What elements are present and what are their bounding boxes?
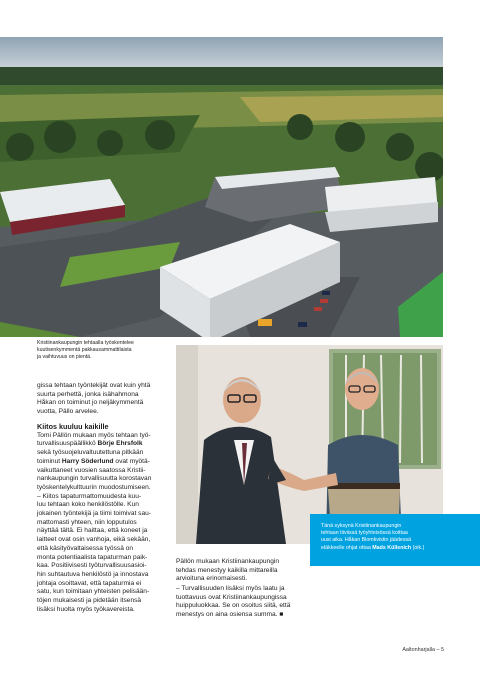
text-segment: nankaupungin turvallisuutta korostavan: [37, 475, 152, 483]
text-segment: laitteet ovat osin vanhoja, eikä sekään,: [37, 536, 151, 544]
text-segment: toiminut: [37, 457, 62, 465]
text-line: [37, 545, 172, 554]
text-line: Håkan on toiminut jo neljäkymmentä: [37, 399, 144, 407]
caption-line: kuutisenkymmentä pakkausammattilaista: [37, 347, 132, 353]
person-name: Harry Söderlund: [61, 457, 114, 465]
section-paragraph: [37, 432, 172, 615]
text-line: [37, 493, 172, 502]
text-line: [37, 580, 172, 589]
text-line: [37, 527, 172, 536]
text-line: [37, 432, 172, 441]
text-line: [321, 545, 472, 552]
text-segment: (oik.): [411, 544, 425, 551]
photo-caption-box: [310, 514, 480, 566]
text-line: menestys on aina osiensa summa. ■: [176, 611, 284, 619]
text-segment: uusi aika. Håkan Blomkvistin jäädessä: [321, 537, 412, 544]
text-segment: monta potentiaalista tapaturman paik-: [37, 553, 148, 561]
photo-caption-text: [321, 523, 472, 552]
text-line: [37, 501, 172, 510]
text-line: [37, 449, 172, 458]
text-segment: Tänä syksynä Kristiinankaupungin: [321, 523, 402, 529]
text-line: tuottavuus ovat Kristiinankaupungissa: [176, 593, 287, 601]
text-line: [321, 537, 472, 544]
text-segment: satu, kun toimitaan yhteisten pelisään-: [37, 588, 150, 596]
text-segment: lisäksi huolta myös työkavereista.: [37, 605, 135, 613]
text-line: [37, 554, 172, 563]
text-segment: töjen mukaisesti ja pidetään itsensä: [37, 597, 142, 605]
text-line: – Turvallisuuden lisäksi myös laatu ja: [176, 585, 285, 592]
text-line: [37, 588, 172, 597]
page-footer: Aaltonharjalla – 5: [402, 647, 444, 653]
text-segment: sekä työsuojeluvaltuutettuna pitkään: [37, 449, 144, 457]
text-line: tehdas menestyy kaikilla mittareilla: [176, 566, 278, 574]
text-segment: hin suhtautuva henkilöstö ja innostava: [37, 570, 149, 578]
text-line: [321, 523, 472, 530]
text-segment: jokainen työntekijä ja tiimi toimivat sau-: [37, 510, 151, 518]
right-paragraph-1: [176, 558, 311, 584]
text-segment: mattomasti yhteen, niin lopputulos: [37, 518, 137, 526]
text-segment: Tomi Pällön mukaan myös tehtaan työ-: [37, 431, 151, 439]
caption-line: ja vaihtuvuus on pientä.: [37, 354, 92, 360]
text-line: [37, 519, 172, 528]
text-segment: – Kiitos tapaturmattomuudesta kuu-: [37, 492, 142, 500]
text-line: vuotta, Pällo arvelee.: [37, 408, 99, 416]
text-segment: kaa. Positiivisesti työturvallisuusasioi-: [37, 562, 147, 570]
text-line: [37, 440, 172, 449]
person-name: Mads Küllenich: [372, 544, 412, 551]
text-line: [37, 467, 172, 476]
text-line: [37, 606, 172, 615]
text-line: [37, 562, 172, 571]
aerial-photo-caption: [37, 340, 172, 361]
right-paragraph-2: [176, 585, 311, 620]
section-subheading: Kiitos kuuluu kaikille: [37, 422, 109, 431]
text-segment: luu tehtaan koko henkilöstölle. Kun: [37, 501, 139, 509]
caption-line: Kristiinankaupungin tehtaalla työskentelee: [37, 340, 134, 346]
text-line: [37, 536, 172, 545]
text-line: [37, 484, 172, 493]
text-line: [37, 571, 172, 580]
text-segment: tehtaan tiiviissä työyhteisössä koittaa: [321, 530, 408, 537]
aerial-factory-photo: [0, 37, 443, 337]
text-line: [37, 597, 172, 606]
text-segment: että käsityövaltaisessa työssä on: [37, 544, 134, 552]
text-segment: vaikuttaneet vuosien saatossa Kristii-: [37, 466, 146, 474]
text-line: [37, 458, 172, 467]
text-line: suurta perhettä, jonka isähahmona: [37, 390, 139, 398]
section-body: [37, 423, 172, 614]
text-line: [37, 510, 172, 519]
text-line: [37, 475, 172, 484]
text-line: arvioituna erinomaisesti.: [176, 575, 248, 583]
text-segment: johtaja osoittavat, että tapaturmia ei: [37, 579, 142, 587]
text-line: gissa tehtaan työntekijät ovat kuin yhtä: [37, 382, 151, 389]
text-segment: eläkkeelle ohjat ottaa: [321, 544, 373, 551]
intro-paragraph: [37, 382, 172, 417]
text-line: Pällön mukaan Kristiinankaupungin: [176, 558, 280, 565]
text-segment: ovat myötä-: [113, 457, 150, 465]
text-segment: näyttää tältä. Ei haittaa, että koneet ja: [37, 527, 148, 535]
text-line: huippuluokkaa. Se on osoitus siitä, että: [176, 602, 291, 610]
text-segment: työskentelykulttuurin muodostumiseen.: [37, 483, 151, 491]
person-name: Börje Ehrsfolk: [97, 440, 143, 448]
text-segment: turvallisuuspäällikkö: [37, 440, 98, 448]
